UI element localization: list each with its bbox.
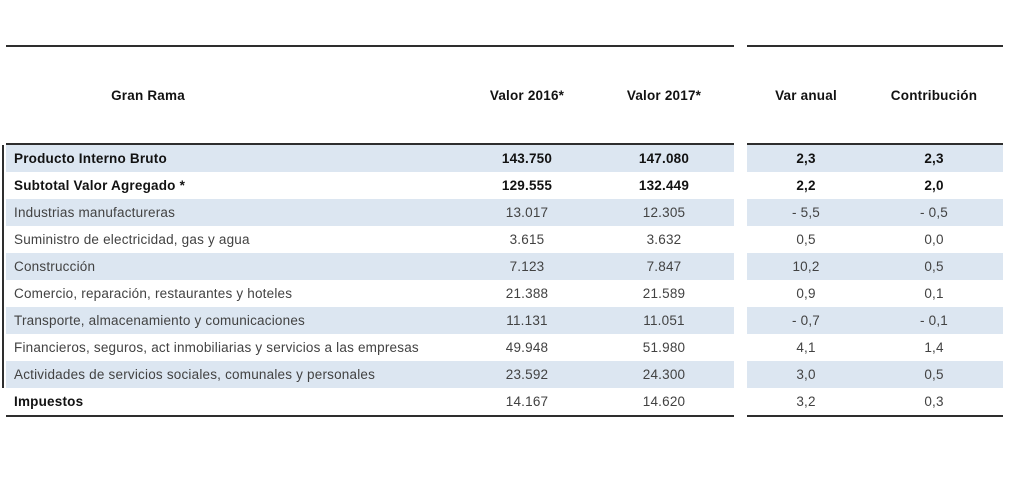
value-contribucion: 2,0 <box>924 178 944 193</box>
column-header-gran-rama: Gran Rama <box>111 87 185 103</box>
row-label: Suministro de electricidad, gas y agua <box>14 232 250 247</box>
value-var-anual: - 5,5 <box>791 205 820 220</box>
national-accounts-table <box>6 45 1003 417</box>
value-2016: 21.388 <box>505 286 549 301</box>
value-contribucion: 2,3 <box>924 151 944 166</box>
value-contribucion: 0,3 <box>924 394 944 409</box>
value-contribucion: - 0,1 <box>919 313 948 328</box>
column-header-valor-2017: Valor 2017* <box>626 87 702 103</box>
value-2017: 24.300 <box>642 367 686 382</box>
value-var-anual: 0,9 <box>796 286 816 301</box>
value-2017: 147.080 <box>638 151 690 166</box>
value-contribucion: 0,5 <box>924 367 944 382</box>
row-label: Producto Interno Bruto <box>14 151 167 166</box>
row-label: Actividades de servicios sociales, comunales y personales <box>14 367 376 382</box>
table-row <box>6 253 734 280</box>
table-row <box>6 226 734 253</box>
table-row <box>747 280 1003 307</box>
value-2017: 132.449 <box>638 178 690 193</box>
value-2016: 14.167 <box>505 394 549 409</box>
value-2016: 143.750 <box>501 151 553 166</box>
table-row <box>6 199 734 226</box>
value-var-anual: 4,1 <box>796 340 816 355</box>
column-header-valor-2016: Valor 2016* <box>489 87 565 103</box>
value-2017: 7.847 <box>646 259 682 274</box>
table-row <box>6 334 734 361</box>
table-row <box>6 388 734 415</box>
table-row <box>747 307 1003 334</box>
value-contribucion: - 0,5 <box>919 205 948 220</box>
table-header-row <box>6 45 734 145</box>
value-var-anual: 2,2 <box>796 178 816 193</box>
table-row <box>6 361 734 388</box>
variation-table-group <box>747 45 1003 417</box>
value-2017: 14.620 <box>642 394 686 409</box>
table-row <box>6 307 734 334</box>
value-contribucion: 1,4 <box>924 340 944 355</box>
table-row <box>6 172 734 199</box>
table-row <box>747 145 1003 172</box>
value-2016: 23.592 <box>505 367 549 382</box>
value-2017: 11.051 <box>643 313 685 328</box>
values-table-group <box>6 45 734 417</box>
table-row <box>747 361 1003 388</box>
table-row <box>747 253 1003 280</box>
value-2017: 3.632 <box>646 232 682 247</box>
row-label: Subtotal Valor Agregado * <box>14 178 186 193</box>
value-2016: 13.017 <box>505 205 549 220</box>
value-contribucion: 0,1 <box>924 286 944 301</box>
row-label: Transporte, almacenamiento y comunicaciones <box>14 313 305 328</box>
row-label: Financieros, seguros, act inmobiliarias y servicios a las empresas <box>14 340 419 355</box>
left-axis-line <box>2 145 4 388</box>
value-var-anual: - 0,7 <box>791 313 820 328</box>
column-header-contribucion: Contribución <box>890 87 978 103</box>
value-2016: 7.123 <box>509 259 545 274</box>
row-label: Comercio, reparación, restaurantes y hoteles <box>14 286 293 301</box>
value-2016: 49.948 <box>505 340 549 355</box>
value-var-anual: 2,3 <box>796 151 816 166</box>
value-2016: 3.615 <box>509 232 545 247</box>
value-contribucion: 0,0 <box>924 232 944 247</box>
value-2017: 12.305 <box>642 205 686 220</box>
values-table-body <box>6 145 734 415</box>
value-2017: 21.589 <box>642 286 686 301</box>
value-2017: 51.980 <box>642 340 686 355</box>
table-row <box>747 172 1003 199</box>
table-row <box>6 145 734 172</box>
row-label: Construcción <box>14 259 96 274</box>
table-row <box>6 280 734 307</box>
value-var-anual: 3,2 <box>796 394 816 409</box>
table-row <box>747 334 1003 361</box>
column-header-var-anual: Var anual <box>775 87 837 103</box>
value-contribucion: 0,5 <box>924 259 944 274</box>
value-2016: 129.555 <box>501 178 553 193</box>
table-row <box>747 388 1003 415</box>
table-row <box>747 199 1003 226</box>
table-row <box>747 226 1003 253</box>
variation-table-body <box>747 145 1003 415</box>
value-var-anual: 3,0 <box>796 367 816 382</box>
value-2016: 11.131 <box>506 313 548 328</box>
table-header-row-right <box>747 45 1003 145</box>
value-var-anual: 0,5 <box>796 232 816 247</box>
value-var-anual: 10,2 <box>792 259 820 274</box>
row-label: Industrias manufactureras <box>14 205 176 220</box>
row-label: Impuestos <box>14 394 84 409</box>
